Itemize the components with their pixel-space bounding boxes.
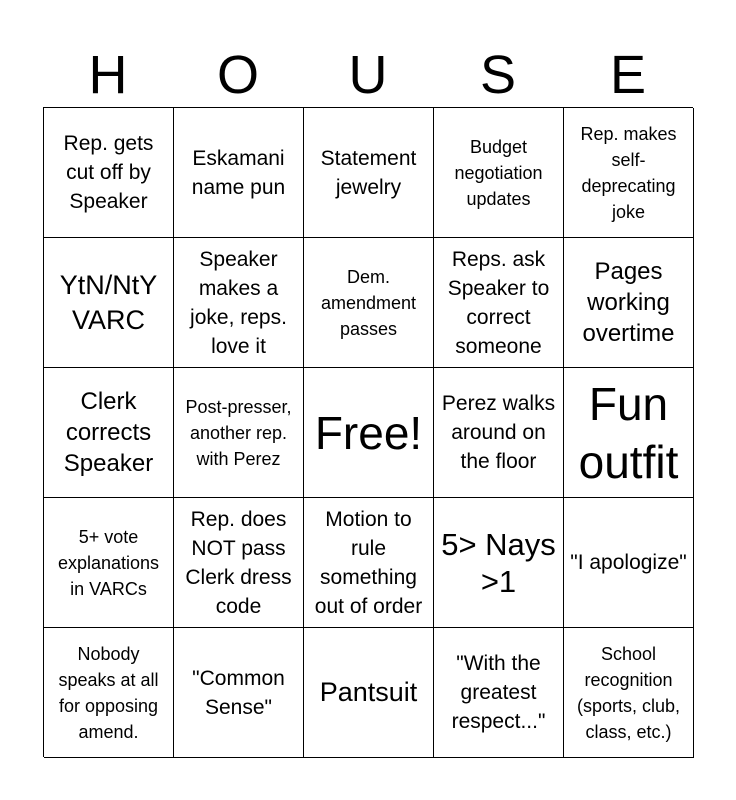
header-letter-h: H — [88, 45, 128, 105]
free-space-cell[interactable] — [304, 368, 434, 498]
bingo-cell-label: Motion to rule something out of order — [314, 507, 423, 618]
bingo-cell[interactable] — [434, 108, 564, 238]
bingo-cell-label: Speaker makes a joke, reps. love it — [190, 247, 287, 358]
bingo-cell-label: Pages working overtime — [582, 258, 675, 347]
bingo-cell[interactable] — [174, 108, 304, 238]
bingo-cell[interactable] — [44, 498, 174, 628]
bingo-cell-label: Rep. gets cut off by Speaker — [63, 132, 154, 213]
bingo-cell-label: Reps. ask Speaker to correct someone — [447, 247, 550, 358]
bingo-cell[interactable] — [434, 498, 564, 628]
bingo-cell[interactable] — [434, 368, 564, 498]
bingo-grid — [43, 107, 693, 757]
bingo-cell[interactable] — [304, 628, 434, 758]
bingo-cell-label: "I apologize" — [570, 551, 687, 574]
bingo-cell[interactable] — [44, 238, 174, 368]
bingo-header — [43, 44, 693, 106]
bingo-cell[interactable] — [434, 628, 564, 758]
bingo-cell[interactable] — [174, 238, 304, 368]
header-letter-s: S — [479, 45, 517, 105]
bingo-cell[interactable] — [174, 368, 304, 498]
bingo-cell-label: 5> Nays >1 — [441, 526, 556, 599]
bingo-cell-label: Dem. amendment passes — [320, 266, 417, 339]
header-letter-o: O — [216, 45, 259, 105]
bingo-cell-label: Fun outfit — [578, 377, 679, 488]
bingo-cell[interactable] — [564, 238, 694, 368]
bingo-cell[interactable] — [44, 368, 174, 498]
bingo-cell-label: Rep. makes self-deprecating joke — [580, 123, 677, 222]
bingo-cell-label: Budget negotiation updates — [454, 136, 543, 209]
bingo-cell-label: Eskamani name pun — [191, 146, 286, 199]
bingo-cell[interactable] — [304, 238, 434, 368]
bingo-cell[interactable] — [564, 628, 694, 758]
bingo-cell[interactable] — [174, 628, 304, 758]
bingo-cell[interactable] — [564, 108, 694, 238]
bingo-cell-label: School recognition (sports, club, class, etc.) — [576, 643, 681, 742]
bingo-cell-label: Statement jewelry — [320, 146, 417, 199]
bingo-cell-label: Rep. does NOT pass Clerk dress code — [185, 507, 292, 618]
bingo-cell[interactable] — [564, 368, 694, 498]
bingo-cell-label: YtN/NtY VARC — [59, 269, 158, 335]
bingo-cell[interactable] — [44, 108, 174, 238]
bingo-cell[interactable] — [44, 628, 174, 758]
bingo-cell[interactable] — [564, 498, 694, 628]
bingo-cell-label: Clerk corrects Speaker — [63, 388, 154, 477]
header-letter-u: U — [348, 45, 388, 105]
free-space-label: Free! — [314, 406, 423, 459]
bingo-cell-label: "Common Sense" — [192, 666, 285, 719]
bingo-cell[interactable] — [174, 498, 304, 628]
bingo-cell[interactable] — [304, 498, 434, 628]
bingo-cell-label: Post-presser, another rep. with Perez — [185, 396, 292, 469]
header-letter-e: E — [609, 45, 647, 105]
bingo-cell-label: Nobody speaks at all for opposing amend. — [58, 643, 159, 742]
bingo-cell-label: "With the greatest respect..." — [451, 652, 546, 733]
bingo-cell[interactable] — [434, 238, 564, 368]
bingo-cell[interactable] — [304, 108, 434, 238]
bingo-cell-label: Pantsuit — [319, 677, 418, 707]
bingo-cell-label: Perez walks around on the floor — [441, 392, 556, 473]
bingo-cell-label: 5+ vote explanations in VARCs — [57, 526, 160, 599]
